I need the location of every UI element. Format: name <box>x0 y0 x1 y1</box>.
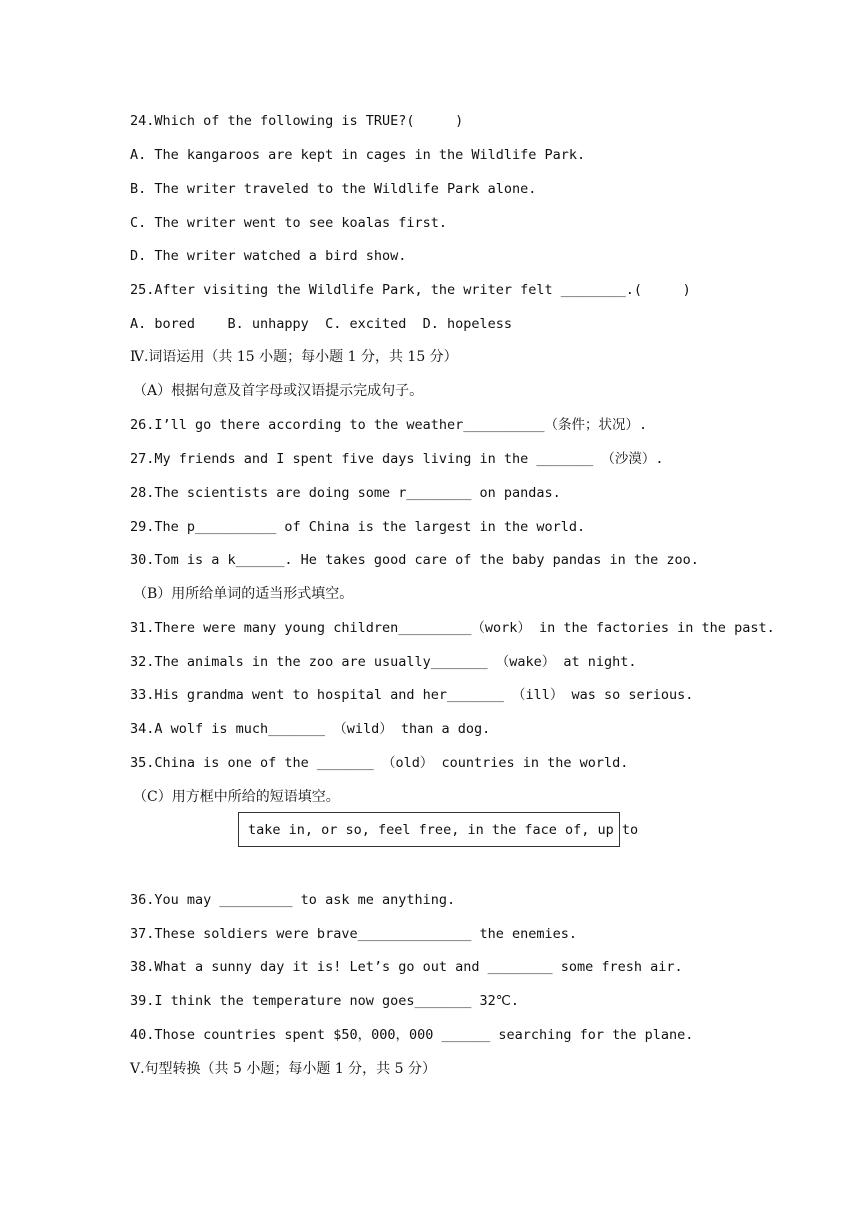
question-39: 39.I think the temperature now goes_______ 32℃. <box>130 993 520 1009</box>
question-36: 36.You may _________ to ask me anything. <box>130 892 456 908</box>
question-35: 35.China is one of the _______ （old） countries in the world. <box>130 755 629 771</box>
question-27: 27.My friends and I spent five days living in the _______ （沙漠）. <box>130 451 664 467</box>
question-25-options: A. bored B. unhappy C. excited D. hopeless <box>130 316 513 332</box>
question-33: 33.His grandma went to hospital and her_______ （ill） was so serious. <box>130 687 694 703</box>
question-29: 29.The p__________ of China is the largest in the world. <box>130 519 586 535</box>
part-a-title: （A）根据句意及首字母或汉语提示完成句子。 <box>133 383 424 399</box>
question-24-option-b: B. The writer traveled to the Wildlife Park alone. <box>130 181 537 197</box>
question-32: 32.The animals in the zoo are usually_______ （wake） at night. <box>130 654 637 670</box>
part-c-title: （C）用方框中所给的短语填空。 <box>133 789 340 805</box>
section-4-title: Ⅳ.词语运用（共 15 小题；每小题 1 分，共 15 分） <box>130 349 458 365</box>
question-25-stem: 25.After visiting the Wildlife Park, the writer felt ________.( ) <box>130 282 691 298</box>
question-31: 31.There were many young children_________（work） in the factories in the past. <box>130 620 775 636</box>
part-b-title: （B）用所给单词的适当形式填空。 <box>133 586 354 602</box>
question-34: 34.A wolf is much_______ （wild） than a dog. <box>130 721 491 737</box>
question-37: 37.These soldiers were brave______________ the enemies. <box>130 926 578 942</box>
phrase-box <box>238 812 639 847</box>
question-24-option-c: C. The writer went to see koalas first. <box>130 215 447 231</box>
section-5-title: Ⅴ.句型转换（共 5 小题；每小题 1 分，共 5 分） <box>130 1061 436 1077</box>
question-28: 28.The scientists are doing some r________ on pandas. <box>130 485 561 501</box>
question-26: 26.I’ll go there according to the weather__________（条件；状况）. <box>130 417 648 433</box>
question-24-stem: 24.Which of the following is TRUE?( ) <box>130 113 464 129</box>
question-40: 40.Those countries spent $50，000，000 ______ searching for the plane. <box>130 1027 694 1043</box>
question-24-option-a: A. The kangaroos are kept in cages in the Wildlife Park. <box>130 147 586 163</box>
question-30: 30.Tom is a k______. He takes good care of the baby pandas in the zoo. <box>130 552 699 568</box>
phrase-box-text: take in, or so, feel free, in the face of, up to <box>248 822 639 838</box>
question-24-option-d: D. The writer watched a bird show. <box>130 248 407 264</box>
question-38: 38.What a sunny day it is! Let’s go out and ________ some fresh air. <box>130 959 683 975</box>
